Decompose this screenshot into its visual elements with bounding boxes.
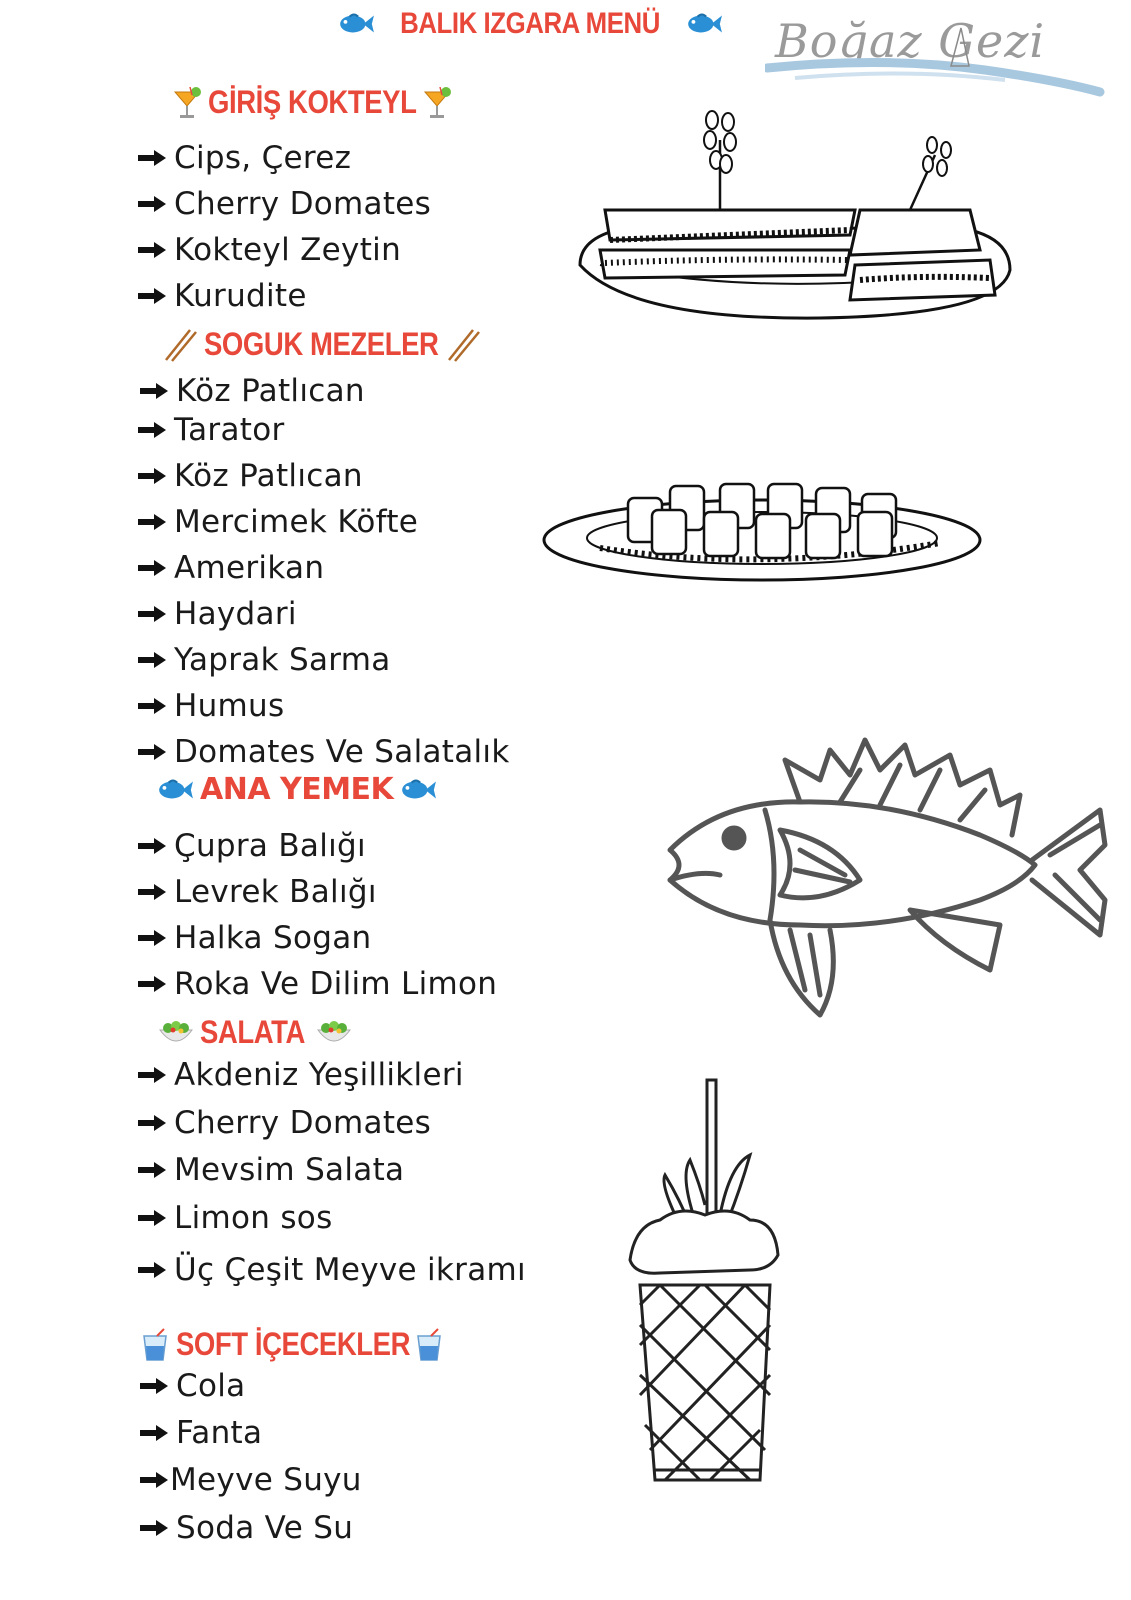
arrow-right-icon bbox=[136, 836, 168, 856]
arrow-right-icon bbox=[136, 928, 168, 948]
brand-logo-text: Boğaz Gezi bbox=[775, 14, 1046, 68]
brand-logo bbox=[765, 8, 1105, 103]
section-title: GİRİŞ KOKTEYL bbox=[208, 84, 417, 120]
arrow-right-icon bbox=[136, 974, 168, 994]
menu-item: Domates Ve Salatalık bbox=[136, 734, 510, 770]
drink-cup-icon bbox=[140, 1328, 170, 1362]
chopsticks-icon bbox=[447, 327, 481, 363]
menu-item: Cips, Çerez bbox=[136, 140, 351, 176]
section-heading-giris-kokteyl bbox=[172, 84, 452, 121]
cocktail-glass-illustration bbox=[620, 1075, 790, 1505]
section-heading-salata bbox=[158, 1014, 352, 1051]
section-title: SOFT İÇECEKLER bbox=[176, 1326, 411, 1362]
menu-item: Kurudite bbox=[136, 278, 307, 314]
arrow-right-icon bbox=[138, 381, 170, 401]
arrow-right-icon bbox=[138, 1423, 170, 1443]
menu-item: Üç Çeşit Meyve ikramı bbox=[136, 1252, 526, 1288]
arrow-right-icon bbox=[136, 466, 168, 486]
chopsticks-icon bbox=[164, 327, 198, 363]
cocktail-icon bbox=[422, 85, 452, 121]
menu-item: Cherry Domates bbox=[136, 1105, 431, 1141]
section-title: SALATA bbox=[200, 1014, 305, 1050]
menu-item: Mevsim Salata bbox=[136, 1152, 404, 1188]
wave-graphic bbox=[765, 8, 1105, 103]
menu-item: Haydari bbox=[136, 596, 297, 632]
arrow-right-icon bbox=[136, 1160, 168, 1180]
arrow-right-icon bbox=[136, 558, 168, 578]
arrow-right-icon bbox=[136, 1208, 168, 1228]
section-heading-soguk-mezeler bbox=[164, 326, 481, 363]
arrow-right-icon bbox=[136, 604, 168, 624]
fish-icon bbox=[685, 10, 723, 38]
menu-item: Levrek Balığı bbox=[136, 874, 377, 910]
arrow-right-icon bbox=[138, 1470, 170, 1490]
section-title: SOGUK MEZELER bbox=[204, 326, 439, 362]
menu-item: Meyve Suyu bbox=[138, 1462, 362, 1498]
arrow-right-icon bbox=[136, 882, 168, 902]
arrow-right-icon bbox=[136, 650, 168, 670]
arrow-right-icon bbox=[136, 240, 168, 260]
menu-item: Cherry Domates bbox=[136, 186, 431, 222]
menu-item: Mercimek Köfte bbox=[136, 504, 418, 540]
appetizer-plate-illustration bbox=[540, 478, 990, 598]
menu-item: Halka Sogan bbox=[136, 920, 371, 956]
menu-item: Fanta bbox=[138, 1415, 262, 1451]
arrow-right-icon bbox=[138, 1376, 170, 1396]
cocktail-icon bbox=[172, 85, 202, 121]
arrow-right-icon bbox=[136, 1113, 168, 1133]
menu-item: Cola bbox=[138, 1368, 245, 1404]
menu-item: Kokteyl Zeytin bbox=[136, 232, 401, 268]
menu-item: Çupra Balığı bbox=[136, 828, 366, 864]
fish-illustration bbox=[660, 730, 1110, 1030]
arrow-right-icon bbox=[136, 420, 168, 440]
arrow-right-icon bbox=[136, 194, 168, 214]
menu-item: Soda Ve Su bbox=[138, 1510, 353, 1546]
menu-item: Amerikan bbox=[136, 550, 324, 586]
menu-item: Tarator bbox=[136, 412, 285, 448]
arrow-right-icon bbox=[138, 1518, 170, 1538]
drink-cup-icon bbox=[414, 1328, 444, 1362]
menu-item: Köz Patlıcan bbox=[136, 458, 363, 494]
menu-item: Köz Patlıcan bbox=[138, 373, 365, 409]
salad-icon bbox=[158, 1018, 194, 1048]
arrow-right-icon bbox=[136, 286, 168, 306]
fish-icon bbox=[156, 776, 194, 804]
arrow-right-icon bbox=[136, 696, 168, 716]
menu-item: Limon sos bbox=[136, 1200, 333, 1236]
arrow-right-icon bbox=[136, 512, 168, 532]
menu-item: Akdeniz Yeşillikleri bbox=[136, 1057, 464, 1093]
menu-item: Roka Ve Dilim Limon bbox=[136, 966, 497, 1002]
section-heading-ana-yemek bbox=[156, 772, 437, 807]
arrow-right-icon bbox=[136, 1065, 168, 1085]
fish-icon bbox=[399, 776, 437, 804]
arrow-right-icon bbox=[136, 742, 168, 762]
arrow-right-icon bbox=[136, 148, 168, 168]
salad-icon bbox=[316, 1018, 352, 1048]
menu-item: Humus bbox=[136, 688, 284, 724]
menu-title-text: BALIK IZGARA MENÜ bbox=[400, 7, 660, 40]
sandwich-illustration bbox=[570, 100, 1030, 340]
menu-title bbox=[330, 4, 730, 44]
menu-item: Yaprak Sarma bbox=[136, 642, 391, 678]
fish-icon bbox=[337, 10, 375, 38]
section-title: ANA YEMEK bbox=[200, 772, 394, 807]
arrow-right-icon bbox=[136, 1260, 168, 1280]
section-heading-soft-icecekler bbox=[140, 1326, 444, 1363]
